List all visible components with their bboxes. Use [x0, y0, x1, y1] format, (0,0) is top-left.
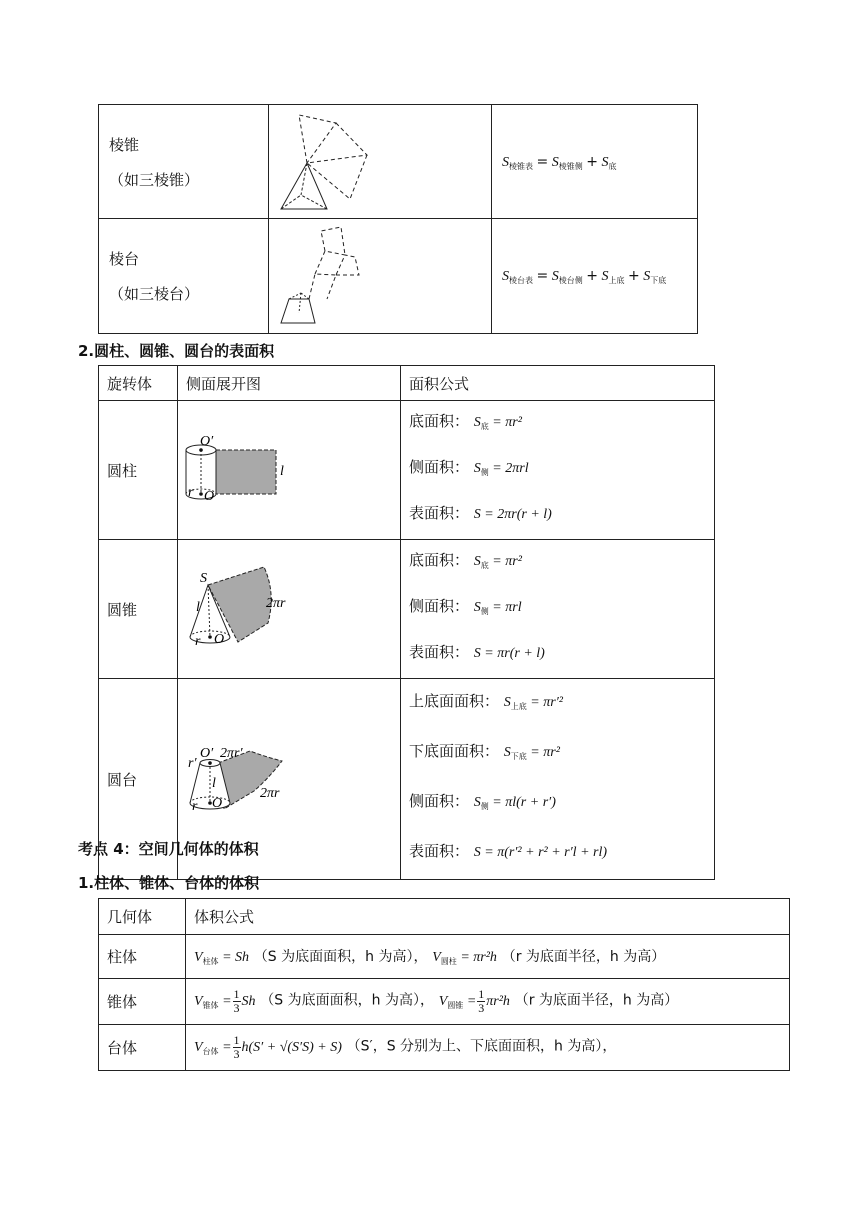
formula-prism-volume: $V_{柱体} = Sh$ [194, 950, 250, 966]
formula-cell [401, 540, 715, 679]
solid-name: 圆柱 [99, 401, 178, 540]
pyramid-net [299, 115, 367, 199]
table-header-row [99, 366, 715, 401]
table-row [99, 935, 790, 979]
table-header-row [99, 899, 790, 935]
label-arc: 2πr [266, 595, 286, 611]
formula-line: 表面积： S = πr(r + l) [409, 643, 545, 661]
solid-name: 台体 [99, 1025, 186, 1071]
figure-cell [269, 219, 492, 334]
label-l: l [280, 464, 284, 479]
pyramid-net-figure [269, 105, 491, 218]
formula-frustum-volume: $V_{台体}$ = $\frac{1}{3}$ h(S′ + √(S′S) + S) [194, 1033, 342, 1061]
label-arc-top: 2πr′ [220, 746, 243, 761]
formula-cell [186, 979, 790, 1025]
table-row [99, 219, 698, 334]
formula-note: （r 为底面半径，h 为高） [514, 992, 679, 1009]
solid-example: （如三棱锥） [109, 170, 200, 189]
cylinder-lateral-rect [216, 450, 276, 494]
formula-cell [186, 1025, 790, 1071]
formula-cylinder-volume: $V_{圆柱} = \pi r^2h$ [432, 950, 497, 966]
kaodian-heading: 考点 4：空间几何体的体积 [78, 840, 259, 858]
formula-line: 底面积： $S_底 = \pi r^2$ [409, 551, 522, 570]
table-row [99, 979, 790, 1025]
formula-note: （S′，S 分别为上、下底面面积，h 为高）， [346, 1038, 617, 1055]
formula-pyramid-surface: $S_{棱锥表} = S_{棱锥侧} + S_底$ [502, 153, 617, 171]
table-row [99, 401, 715, 540]
formula-cell [492, 219, 698, 334]
formula-frustum-surface: $S_{棱台表} = S_{棱台侧} + S_{上底} + S_{下底}$ [502, 268, 667, 285]
column-header: 体积公式 [186, 899, 790, 935]
figure-cell [269, 105, 492, 219]
column-header: 几何体 [99, 899, 186, 935]
figure-cell [178, 401, 401, 540]
table-row [99, 105, 698, 219]
formula-note: （S 为底面面积，h 为高）， [260, 992, 434, 1009]
solid-name-cell [99, 105, 269, 219]
formula-note: （S 为底面面积，h 为高）， [253, 949, 428, 965]
formula-cell [401, 401, 715, 540]
center-dot [199, 492, 203, 496]
pyramid-table [98, 104, 698, 334]
figure-cell [178, 540, 401, 679]
formula-cone-volume: $V_{圆锥}$ = $\frac{1}{3}$ πr²h [438, 987, 510, 1015]
solid-name: 柱体 [99, 935, 186, 979]
solid-name: 圆台 [99, 679, 178, 880]
column-header: 旋转体 [99, 366, 178, 401]
volume-table [98, 898, 790, 1071]
pyramid-edge [301, 195, 327, 209]
solid-name-cell [99, 219, 269, 334]
label-o-prime: O′ [200, 434, 214, 449]
formula-line: 上底面面积： $S_{上底} = \pi r'^2$ [409, 692, 563, 711]
formula-line: 侧面积： $S_侧 = \pi l(r + r')$ [409, 792, 556, 811]
label-o: O [214, 631, 225, 647]
table-row [99, 1025, 790, 1071]
solid-name: 棱锥 [109, 135, 140, 154]
frustum-net-figure [269, 219, 491, 333]
section-heading: 1.柱体、锥体、台体的体积 [78, 874, 260, 892]
label-l: l [196, 599, 200, 615]
center-dot [208, 761, 212, 765]
column-header: 侧面展开图 [178, 366, 401, 401]
formula-cell [492, 105, 698, 219]
formula-line: 底面积： $S_底 = \pi r^2$ [409, 412, 522, 431]
formula-line: 表面积： S = 2πr(r + l) [409, 504, 552, 522]
label-arc: 2πr [260, 786, 280, 801]
formula-pyramid-volume: $V_{锥体}$ = $\frac{1}{3}$ Sh [194, 987, 256, 1015]
label-o: O [204, 489, 215, 504]
solid-name: 圆锥 [99, 540, 178, 679]
label-o-prime: O′ [200, 746, 214, 761]
label-r: r [192, 799, 198, 814]
formula-cell [186, 935, 790, 979]
label-r-prime: r′ [188, 756, 197, 771]
label-r: r [188, 485, 194, 500]
frustum-net [309, 227, 359, 299]
cone-net-figure [178, 547, 400, 672]
label-o: O [212, 796, 223, 811]
formula-line: 表面积： S = π(r′² + r² + r′l + rl) [409, 842, 608, 860]
frustum-solid [281, 293, 315, 323]
formula-line: 侧面积： $S_侧 = \pi rl$ [409, 597, 522, 616]
solid-name: 锥体 [99, 979, 186, 1025]
label-r: r [195, 633, 201, 649]
label-l: l [212, 776, 216, 791]
pyramid-face [281, 163, 327, 209]
section-heading: 2.圆柱、圆锥、圆台的表面积 [78, 342, 275, 360]
solid-example: （如三棱台） [109, 285, 200, 303]
formula-note: （r 为底面半径，h 为高） [501, 949, 666, 965]
revolution-table [98, 365, 715, 880]
center-dot [208, 635, 212, 639]
formula-line: 侧面积： $S_侧 = 2\pi rl$ [409, 458, 529, 477]
formula-line: 下底面面积： $S_{下底} = \pi r^2$ [409, 742, 560, 761]
table-row [99, 540, 715, 679]
formula-cell [401, 679, 715, 880]
cylinder-net-figure [178, 408, 400, 532]
solid-name: 棱台 [109, 250, 140, 268]
label-s: S [200, 570, 207, 586]
pyramid-edge [281, 195, 301, 209]
column-header: 面积公式 [401, 366, 715, 401]
